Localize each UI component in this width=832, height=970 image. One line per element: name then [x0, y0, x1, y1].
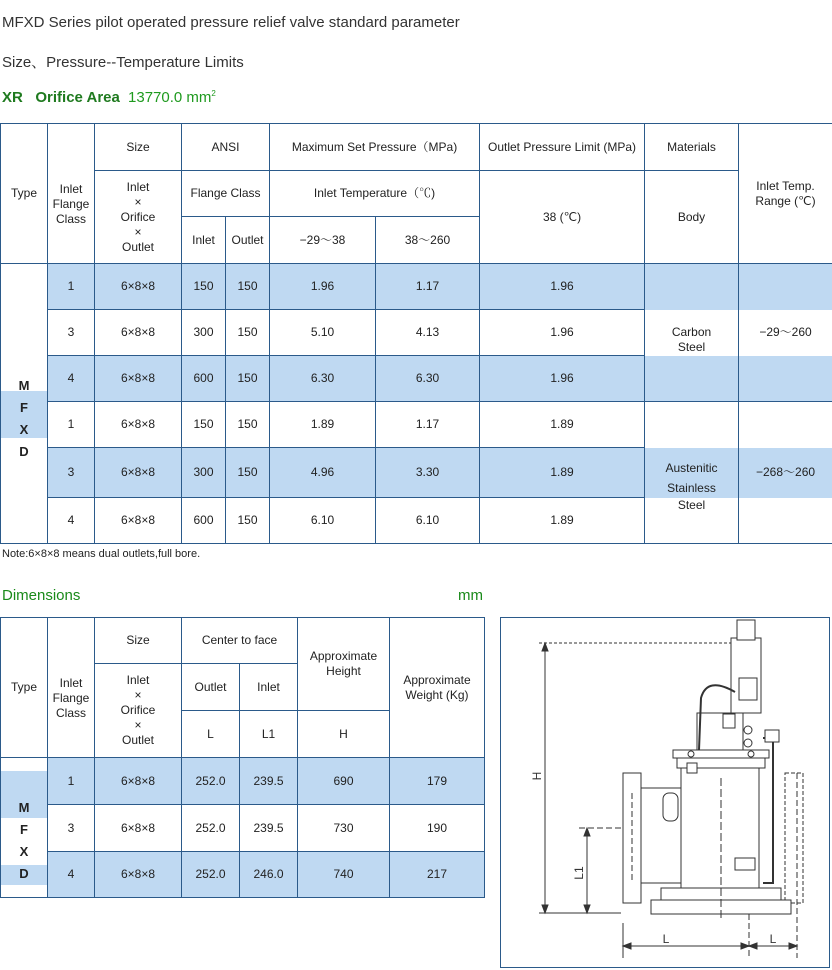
max-set-pressure-header: Maximum Set Pressure（MPa) — [270, 124, 480, 171]
dims-type-header: Type — [1, 618, 48, 758]
ansi-inlet-cell: 300 — [182, 448, 226, 498]
ansi-inlet-cell: 600 — [182, 498, 226, 544]
dims-class-cell: 4 — [48, 852, 95, 898]
dims-size-header: Size — [95, 618, 182, 664]
ansi-outlet-cell: 150 — [226, 310, 270, 356]
label-H: H — [530, 771, 544, 781]
pressure-2-cell: 3.30 — [376, 448, 480, 498]
material-cell — [645, 356, 739, 402]
dims-L-cell: 252.0 — [182, 758, 240, 805]
label-L1: L1 — [572, 866, 586, 880]
pressure-1-cell: 6.10 — [270, 498, 376, 544]
table-row — [1, 264, 832, 310]
size-header: Size — [95, 124, 182, 171]
dims-H-cell: 730 — [298, 805, 390, 852]
outlet-limit-cell: 1.96 — [480, 356, 645, 402]
pressure-2-cell: 6.10 — [376, 498, 480, 544]
ansi-outlet-header: Outlet — [226, 217, 270, 264]
material-carbon-steel: Carbon Steel — [645, 310, 739, 356]
flange-class-cell: 1 — [48, 264, 95, 310]
temp-range-group-1: −29～260 — [739, 310, 832, 356]
outlet-pressure-limit-header: Outlet Pressure Limit (MPa) — [480, 124, 645, 171]
inlet-flange-class-header: Inlet Flange Class — [48, 124, 95, 264]
ansi-inlet-cell: 150 — [182, 264, 226, 310]
orifice-label: Orifice Area — [35, 89, 120, 106]
size-sub-header: Inlet × Orifice × Outlet — [95, 171, 182, 264]
dims-weight-cell: 179 — [390, 758, 485, 805]
materials-header: Materials — [645, 124, 739, 171]
outlet-limit-cell: 1.96 — [480, 264, 645, 310]
dims-L-cell: 252.0 — [182, 805, 240, 852]
orifice-area-heading — [2, 89, 216, 106]
inlet-temperature-header: Inlet Temperature（℃) — [270, 171, 480, 217]
dims-class-cell: 3 — [48, 805, 95, 852]
label-L-right: L — [769, 932, 777, 946]
pressure-2-cell: 1.17 — [376, 402, 480, 448]
approx-height-header: Approximate Height — [298, 618, 390, 711]
material-cell — [645, 264, 739, 310]
dims-L1-header: L1 — [240, 711, 298, 758]
dims-L-cell: 252.0 — [182, 852, 240, 898]
label-L-left: L — [662, 932, 670, 946]
temp-range-cell — [739, 356, 832, 402]
dims-L1-cell: 239.5 — [240, 805, 298, 852]
dims-inlet-header: Inlet — [240, 664, 298, 711]
parameter-table — [0, 123, 832, 544]
dims-weight-cell: 190 — [390, 805, 485, 852]
pressure-1-cell: 6.30 — [270, 356, 376, 402]
dims-size-cell: 6×8×8 — [95, 758, 182, 805]
ansi-outlet-cell: 150 — [226, 448, 270, 498]
dims-size-cell: 6×8×8 — [95, 852, 182, 898]
approx-weight-header: Approximate Weight (Kg) — [390, 618, 485, 758]
ansi-inlet-cell: 300 — [182, 310, 226, 356]
temp-range-1-header: −29～38 — [270, 217, 376, 264]
flange-class-cell: 1 — [48, 402, 95, 448]
flange-class-cell: 4 — [48, 498, 95, 544]
ansi-header: ANSI — [182, 124, 270, 171]
dims-H-cell: 740 — [298, 852, 390, 898]
orifice-value: 13770.0 $mm^2$ — [128, 89, 216, 106]
dims-H-cell: 690 — [298, 758, 390, 805]
ansi-inlet-cell: 150 — [182, 402, 226, 448]
dims-H-header: H — [298, 711, 390, 758]
flange-class-cell: 4 — [48, 356, 95, 402]
temp-range-group-2: −268～260 — [739, 448, 832, 498]
ansi-outlet-cell: 150 — [226, 402, 270, 448]
pressure-1-cell: 4.96 — [270, 448, 376, 498]
ansi-outlet-cell: 150 — [226, 356, 270, 402]
dimensions-unit: mm — [458, 587, 483, 604]
size-cell: 6×8×8 — [95, 310, 182, 356]
table-row — [1, 356, 832, 402]
size-cell: 6×8×8 — [95, 498, 182, 544]
dims-class-cell: 1 — [48, 758, 95, 805]
pressure-2-cell: 6.30 — [376, 356, 480, 402]
ansi-inlet-header: Inlet — [182, 217, 226, 264]
dims-type-cell: M F X D — [1, 758, 48, 898]
pressure-2-cell: 1.17 — [376, 264, 480, 310]
size-cell: 6×8×8 — [95, 264, 182, 310]
dims-L1-cell: 246.0 — [240, 852, 298, 898]
outlet-limit-cell: 1.89 — [480, 498, 645, 544]
dims-L1-cell: 239.5 — [240, 758, 298, 805]
pressure-1-cell: 5.10 — [270, 310, 376, 356]
ansi-outlet-cell: 150 — [226, 498, 270, 544]
outlet-temp-header: 38 (℃) — [480, 171, 645, 264]
flange-class-cell: 3 — [48, 448, 95, 498]
outlet-limit-cell: 1.96 — [480, 310, 645, 356]
orifice-prefix: XR — [2, 89, 23, 106]
dims-weight-cell: 217 — [390, 852, 485, 898]
table-row — [1, 758, 485, 805]
pressure-1-cell: 1.96 — [270, 264, 376, 310]
type-header: Type — [1, 124, 48, 264]
size-cell: 6×8×8 — [95, 402, 182, 448]
table-row — [1, 805, 485, 852]
ansi-inlet-cell: 600 — [182, 356, 226, 402]
size-cell: 6×8×8 — [95, 448, 182, 498]
section-subtitle: Size、Pressure--Temperature Limits — [2, 54, 244, 71]
table-row — [1, 310, 832, 356]
temp-range-2-header: 38～260 — [376, 217, 480, 264]
flange-class-header: Flange Class — [182, 171, 270, 217]
type-cell: M F X D — [1, 264, 48, 544]
table-note: Note:6×8×8 means dual outlets,full bore. — [2, 548, 201, 560]
temp-range-cell — [739, 402, 832, 448]
material-cell — [645, 402, 739, 448]
table-row — [1, 852, 485, 898]
dims-L-header: L — [182, 711, 240, 758]
size-cell: 6×8×8 — [95, 356, 182, 402]
material-austenitic-stainless-steel: Austenitic Stainless — [645, 448, 739, 498]
pressure-2-cell: 4.13 — [376, 310, 480, 356]
temp-range-cell — [739, 498, 832, 544]
dimensions-title: Dimensions — [2, 587, 81, 604]
table-row — [1, 448, 832, 498]
valve-drawing — [500, 617, 830, 968]
body-header: Body — [645, 171, 739, 264]
ansi-outlet-cell: 150 — [226, 264, 270, 310]
outlet-limit-cell: 1.89 — [480, 448, 645, 498]
dimensions-table — [0, 617, 485, 898]
inlet-temp-range-header: Inlet Temp. Range (℃) — [739, 124, 832, 264]
dims-inlet-flange-class-header: Inlet Flange Class — [48, 618, 95, 758]
center-to-face-header: Center to face — [182, 618, 298, 664]
flange-class-cell: 3 — [48, 310, 95, 356]
outlet-limit-cell: 1.89 — [480, 402, 645, 448]
temp-range-cell — [739, 264, 832, 310]
dims-outlet-header: Outlet — [182, 664, 240, 711]
page-title: MFXD Series pilot operated pressure relief valve standard parameter — [2, 14, 460, 31]
material-cell: Steel — [645, 498, 739, 544]
dims-size-cell: 6×8×8 — [95, 805, 182, 852]
dims-size-sub-header: Inlet × Orifice × Outlet — [95, 664, 182, 758]
pressure-1-cell: 1.89 — [270, 402, 376, 448]
table-row — [1, 402, 832, 448]
table-row — [1, 498, 832, 544]
valve-drawing-svg — [501, 618, 831, 969]
